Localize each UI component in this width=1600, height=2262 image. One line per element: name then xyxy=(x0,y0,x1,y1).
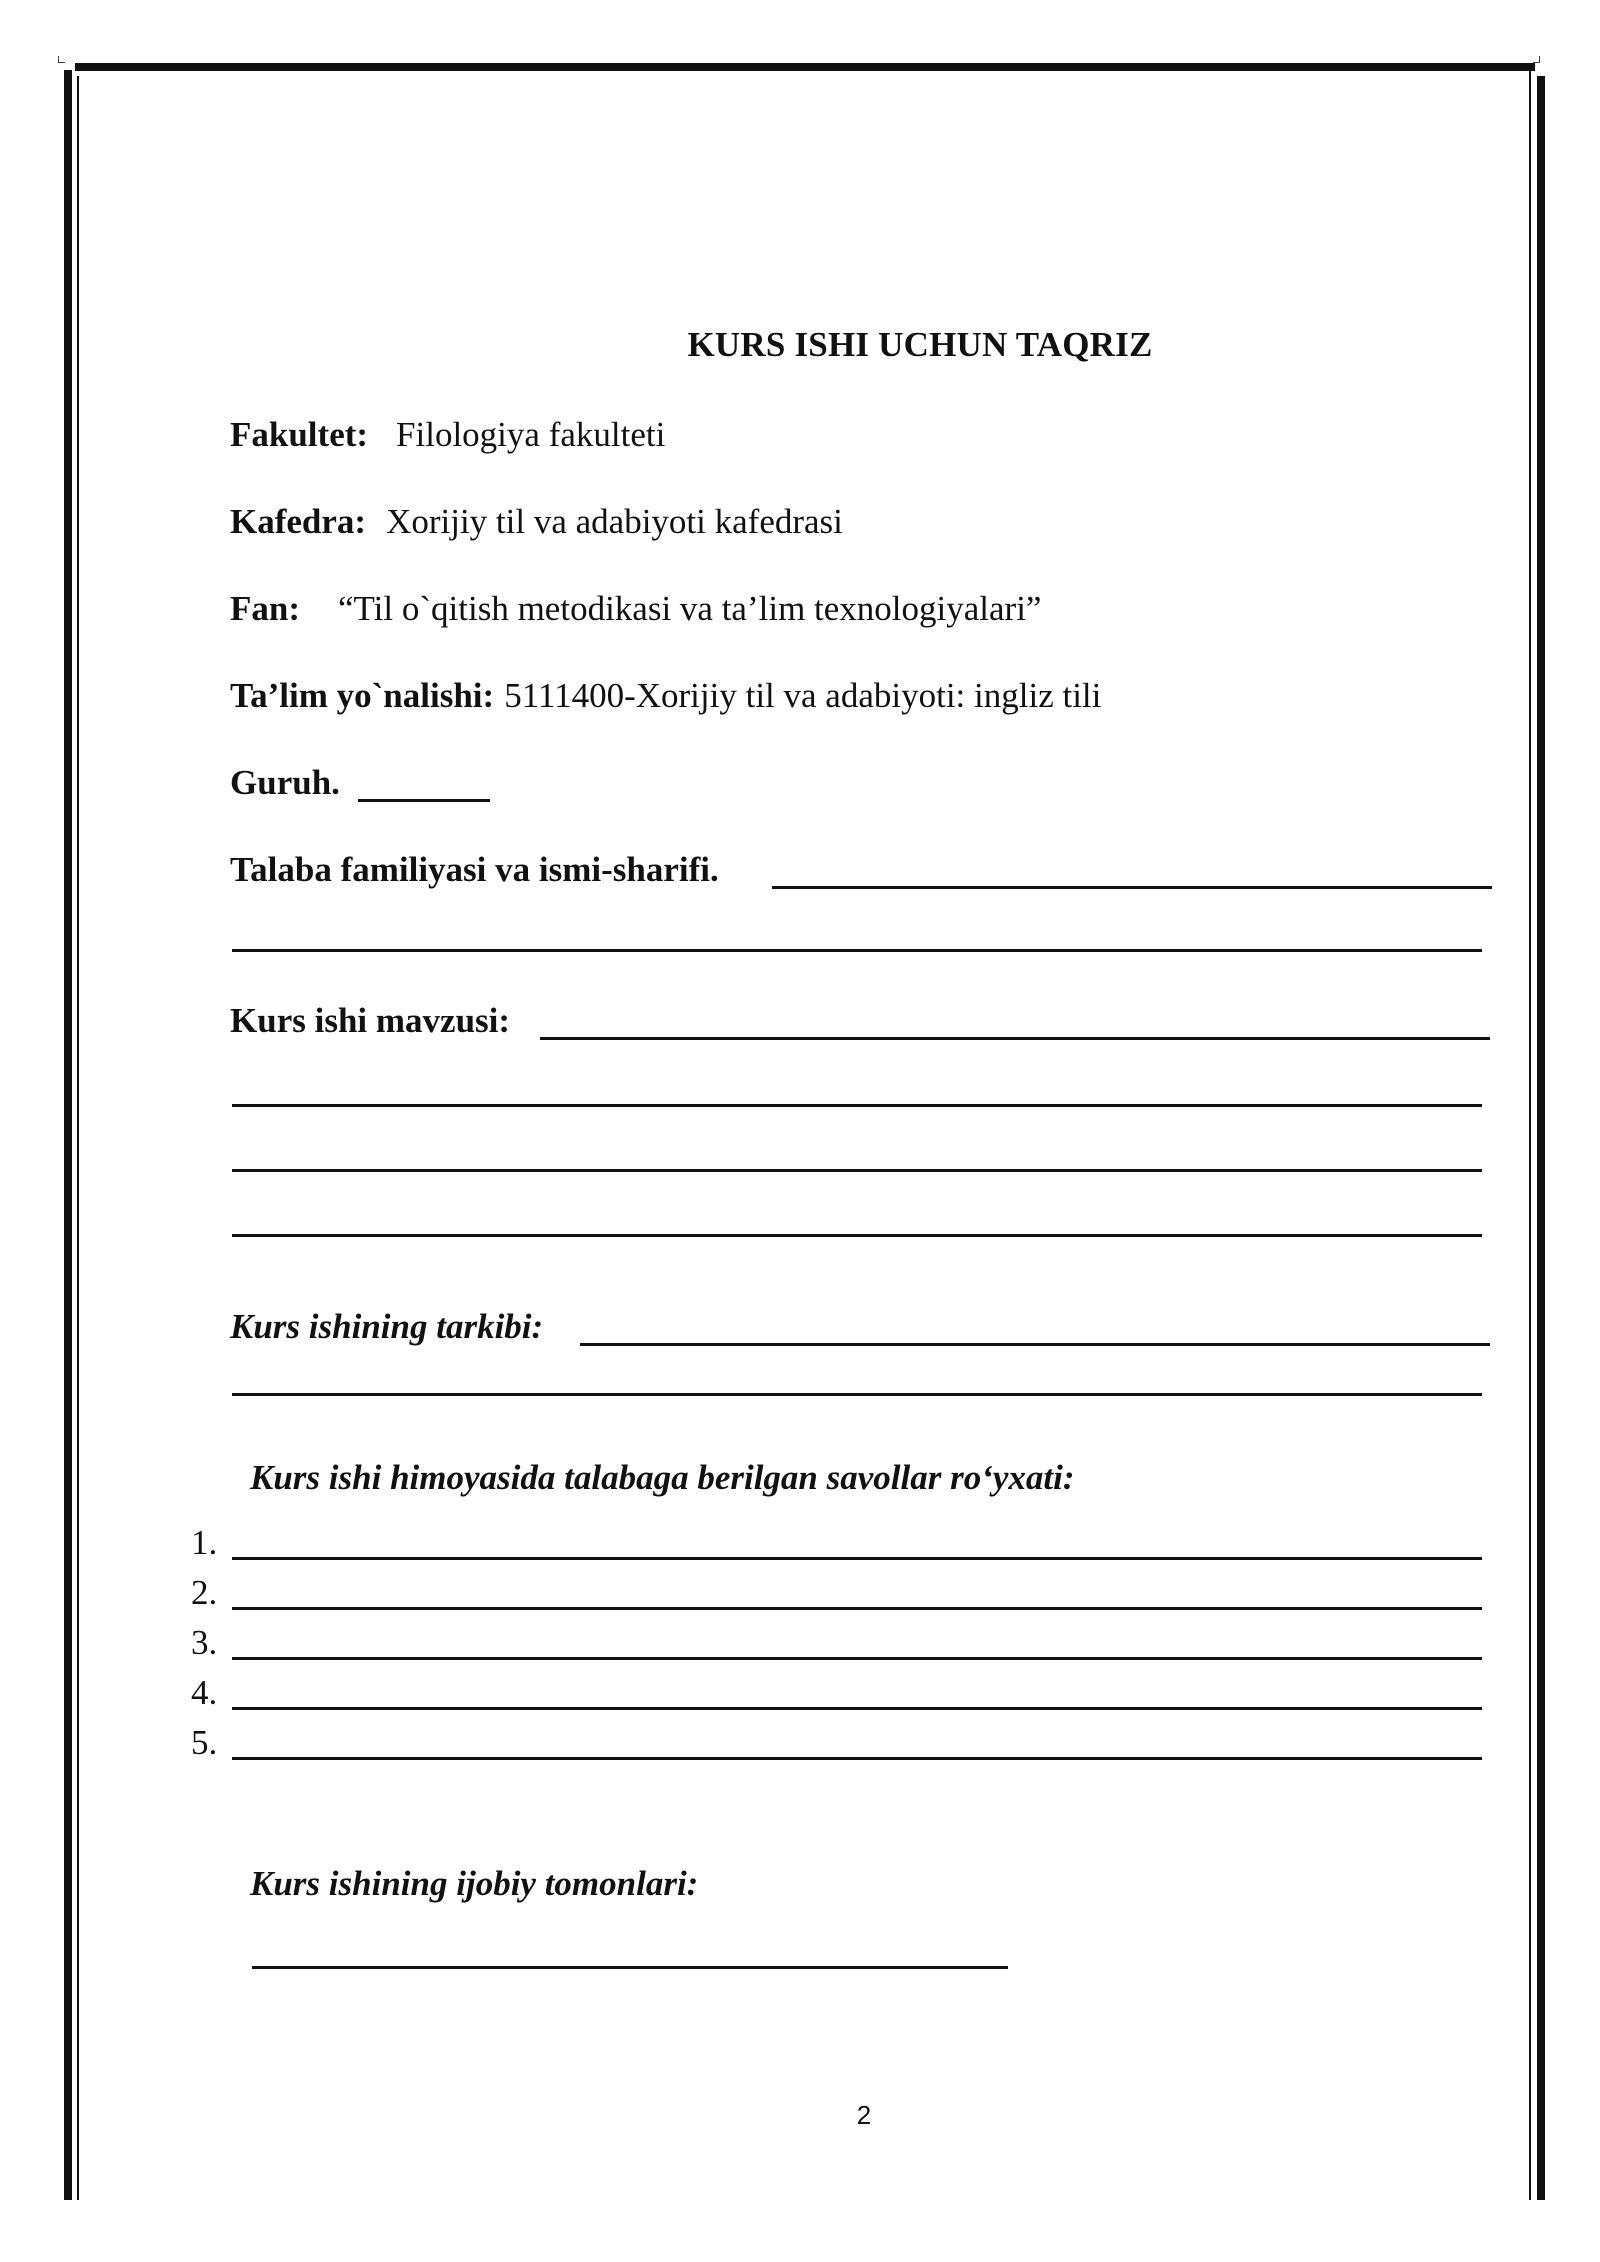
subject-value: “Til o`qitish metodikasi va ta’lim texnologiyalari” xyxy=(338,589,1042,628)
question-line-3[interactable] xyxy=(232,1657,1482,1660)
faculty-label: Fakultet: xyxy=(230,415,369,454)
faculty-row xyxy=(230,415,665,455)
page-border-right-inner xyxy=(1529,70,1531,2200)
question-number-2: 2. xyxy=(191,1573,218,1612)
topic-row xyxy=(230,1001,510,1041)
student-row xyxy=(230,850,719,890)
corner-mark-top-left xyxy=(58,56,65,63)
question-line-2[interactable] xyxy=(232,1607,1482,1610)
page-number: 2 xyxy=(856,2100,872,2130)
document-title: KURS ISHI UCHUN TAQRIZ xyxy=(687,325,1153,364)
subject-row xyxy=(230,589,1041,629)
topic-blank-line-3[interactable] xyxy=(232,1169,1482,1172)
corner-mark-top-right xyxy=(1533,56,1540,63)
question-number-4: 4. xyxy=(191,1673,218,1712)
department-label: Kafedra: xyxy=(230,502,367,541)
question-line-4[interactable] xyxy=(232,1707,1482,1710)
department-row xyxy=(230,502,843,542)
subject-label: Fan: xyxy=(230,589,300,628)
structure-blank-line[interactable] xyxy=(580,1343,1490,1346)
department-value: Xorijiy til va adabiyoti kafedrasi xyxy=(386,502,843,541)
faculty-value: Filologiya fakulteti xyxy=(396,415,666,454)
topic-blank-line-2[interactable] xyxy=(232,1104,1482,1107)
positives-blank-line[interactable] xyxy=(252,1966,1008,1969)
page-border-top xyxy=(75,63,1535,71)
question-line-1[interactable] xyxy=(232,1557,1482,1560)
page-border-left-inner xyxy=(77,76,79,2200)
direction-label: Ta’lim yo`nalishi: xyxy=(230,676,495,715)
question-number-1: 1. xyxy=(191,1523,218,1562)
structure-label: Kurs ishining tarkibi: xyxy=(230,1307,544,1346)
student-label: Talaba familiyasi va ismi-sharifi. xyxy=(230,850,719,889)
question-number-3: 3. xyxy=(191,1623,218,1662)
group-label: Guruh. xyxy=(230,763,340,802)
direction-value: 5111400-Xorijiy til va adabiyoti: ingliz tili xyxy=(504,676,1102,715)
topic-blank-line-4[interactable] xyxy=(232,1234,1482,1237)
question-line-5[interactable] xyxy=(232,1757,1482,1760)
structure-row xyxy=(230,1307,543,1347)
page-border-right xyxy=(1537,76,1545,2200)
positives-heading: Kurs ishining ijobiy tomonlari: xyxy=(250,1864,699,1903)
direction-row xyxy=(230,676,1101,716)
topic-label: Kurs ishi mavzusi: xyxy=(230,1001,511,1040)
student-blank-line[interactable] xyxy=(772,886,1492,889)
page-border-left xyxy=(64,70,72,2200)
group-blank-line[interactable] xyxy=(358,799,490,802)
structure-blank-line-2[interactable] xyxy=(232,1393,1482,1396)
question-number-5: 5. xyxy=(191,1723,218,1762)
topic-blank-line[interactable] xyxy=(540,1037,1490,1040)
group-row xyxy=(230,763,340,803)
questions-heading: Kurs ishi himoyasida talabaga berilgan savollar ro‘yxati: xyxy=(250,1458,1075,1497)
student-blank-line-2[interactable] xyxy=(232,949,1482,952)
